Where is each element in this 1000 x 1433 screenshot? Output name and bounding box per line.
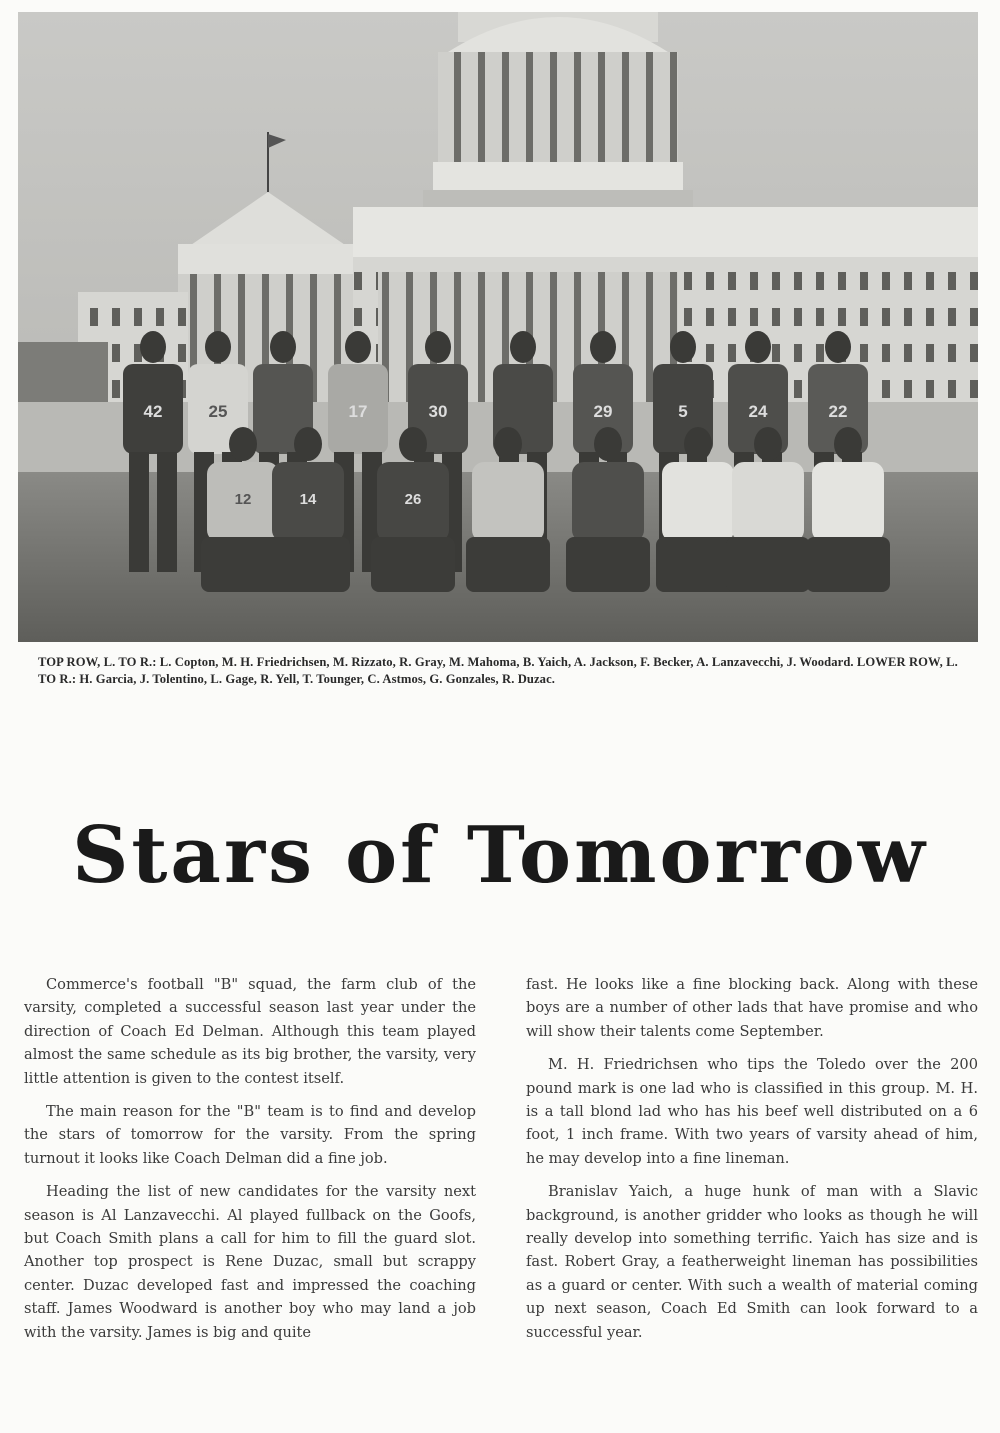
- jersey-number: 5: [678, 402, 688, 421]
- jersey-number: 14: [299, 491, 317, 508]
- jersey-number: 25: [208, 402, 228, 421]
- team-photo-illustration: [18, 12, 978, 642]
- team-photo: [18, 12, 978, 642]
- paragraph: Commerce's football "B" squad, the farm club of the varsity, completed a successful season last year under the direction of Coach Ed Delman. Although this team played almost the same schedule as its big brother, the varsity, very little attention is given to the contest itself.: [24, 976, 476, 1087]
- article-title: Stars of Tomorrow: [72, 810, 928, 901]
- city-hall-dome: [423, 12, 693, 210]
- article-column-right: [526, 973, 978, 1354]
- jersey-number: 22: [828, 402, 848, 421]
- paragraph: M. H. Friedrichsen who tips the Toledo over the 200 pound mark is one lad who is classified in this group. M. H. is a tall blond lad who has his beef well distributed on a 6 foot, 1 inch frame. With two years of varsity ahead of him, he may develop into a fine lineman.: [526, 1056, 978, 1167]
- photo-caption: TOP ROW, L. TO R.: L. Copton, M. H. Friedrichsen, M. Rizzato, R. Gray, M. Mahoma, B. Yaich, A. Jackson, F. Becker, A. Lanzavecchi, J. Woodard. LOWER ROW, L. TO R.: H. Garcia, J. Tolentino, L. Gage, R. Yell, T. Tounger, C. Astmos, G. Gonzales, R. Duzac.: [38, 655, 958, 686]
- paragraph: The main reason for the "B" team is to find and develop the stars of tomorrow for the varsity. From the spring turnout it looks like Coach Delman did a fine job.: [24, 1103, 476, 1167]
- paragraph: Branislav Yaich, a huge hunk of man with a Slavic background, is another gridder who looks as though he will really develop into something terrific. Yaich has size and is fast. Robert Gray, a featherweight lineman has possibilities as a guard or center. With such a wealth of material coming up next season, Coach Ed Smith can look forward to a successful year.: [526, 1183, 978, 1341]
- article-column-left: [24, 973, 476, 1354]
- jersey-number: 30: [428, 402, 448, 421]
- jersey-number: 42: [143, 402, 163, 421]
- jersey-number: 12: [234, 491, 252, 508]
- jersey-number: 24: [748, 402, 768, 421]
- jersey-number: 17: [348, 402, 368, 421]
- paragraph: fast. He looks like a fine blocking back. Along with these boys are a number of other lads that have promise and who will show their talents come September.: [526, 976, 978, 1040]
- paragraph: Heading the list of new candidates for the varsity next season is Al Lanzavecchi. Al played fullback on the Goofs, but Coach Smith plans a call for him to fill the guard slot. Another top prospect is Rene Duzac, small but scrappy center. Duzac developed fast and impressed the coaching staff. James Woodward is another boy who may land a job with the varsity. James is big and quite: [24, 1183, 476, 1341]
- jersey-number: 29: [593, 402, 613, 421]
- jersey-number: 26: [404, 491, 422, 508]
